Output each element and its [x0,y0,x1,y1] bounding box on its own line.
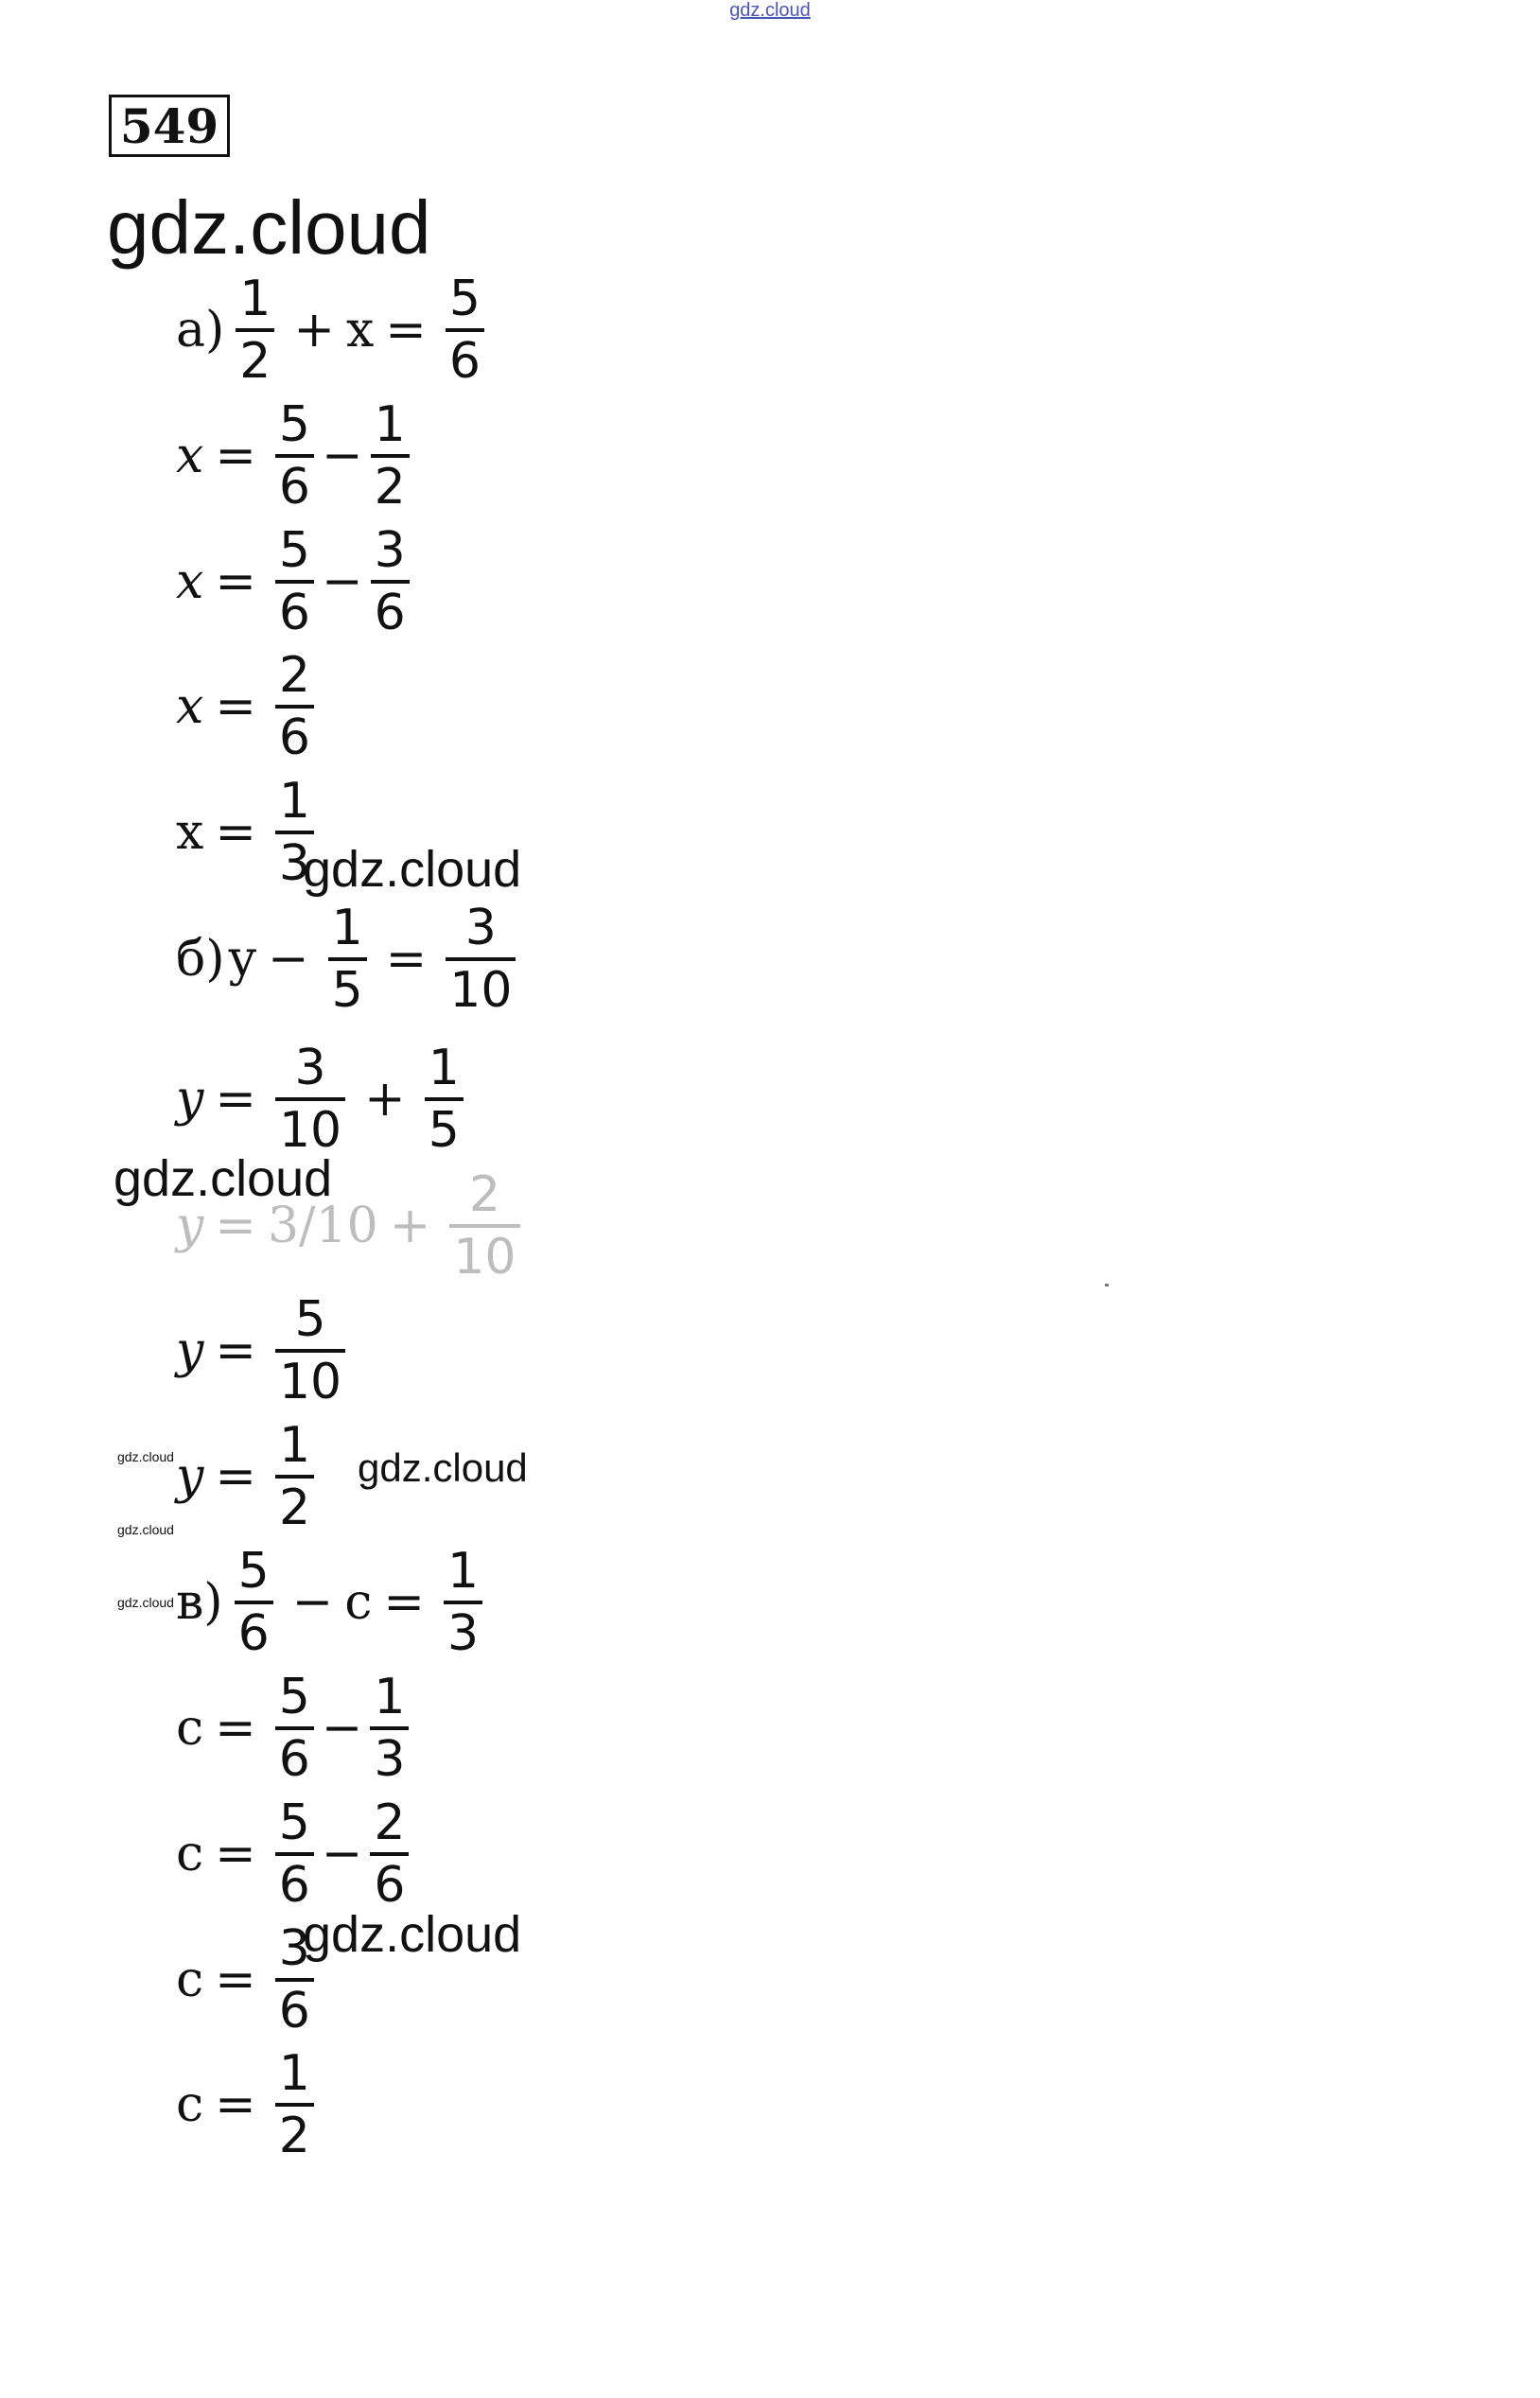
part-b-line-5 [176,1416,322,1538]
part-a-line-1 [176,270,492,392]
fraction: $\frac{1}{2}$ [236,270,274,392]
equals-sign: = [215,428,256,485]
part-b-line-4 [176,1290,353,1412]
operator: − [321,1826,363,1883]
variable: c [176,2076,204,2134]
equals-sign: = [215,2076,256,2134]
watermark: gdz.cloud [114,1150,333,1207]
variable: y [228,931,256,989]
watermark-tiny: gdz.cloud [117,1449,174,1464]
fraction: $\frac{5}{6}$ [235,1542,273,1664]
equals-sign: = [215,1448,256,1506]
fraction: $\frac{5}{6}$ [275,521,314,643]
fraction: $\frac{5}{6}$ [275,395,314,517]
operator: − [291,1574,334,1632]
part-c-label: в) [176,1574,223,1632]
watermark-tiny: gdz.cloud [117,1595,174,1610]
equals-sign: = [215,1952,256,2009]
fraction: $\frac{3}{10}$ [446,899,516,1021]
variable: c [176,1952,204,2009]
part-a-label: а) [176,302,225,359]
fraction: $\frac{2}{6}$ [370,1794,409,1916]
variable: x [176,804,204,862]
equals-sign: = [215,1322,256,1380]
part-c-line-1 [176,1542,490,1664]
equals-sign: = [385,931,428,989]
fraction: $\frac{1}{3}$ [275,772,314,894]
fraction: $\frac{5}{6}$ [446,270,484,392]
fraction: $\frac{1}{5}$ [425,1039,464,1161]
operator: + [364,1071,406,1129]
part-a-line-3 [176,521,417,643]
fraction: $\frac{1}{2}$ [275,1416,314,1538]
operator: − [322,553,363,611]
operator: − [267,931,309,989]
operator: − [322,428,363,485]
fraction: $\frac{1}{3}$ [370,1668,409,1790]
equals-sign: = [215,1071,256,1129]
part-c-line-3 [176,1794,416,1916]
scan-speck [1105,1284,1109,1287]
equals-sign: = [215,1198,256,1255]
fraction: $\frac{1}{5}$ [328,899,367,1021]
equals-sign: = [215,804,256,862]
inline-fraction: 3/10 [267,1198,378,1255]
watermark: gdz.cloud [303,841,522,898]
part-b-line-1 [176,899,523,1021]
task-number-box [109,95,230,157]
operator: + [293,302,335,359]
variable: y [176,1448,204,1506]
equals-sign: = [215,553,256,611]
variable: y [176,1322,204,1380]
fraction: $\frac{2}{6}$ [275,646,314,768]
variable: x [176,428,204,485]
watermark: gdz.cloud [303,1906,522,1963]
part-c-line-2 [176,1668,416,1790]
watermark-tiny: gdz.cloud [117,1522,174,1537]
part-b-label: б) [176,931,225,989]
fraction: $\frac{2}{10}$ [449,1165,519,1287]
variable: c [344,1574,373,1632]
part-b-line-2 [176,1039,471,1161]
fraction: $\frac{1}{3}$ [444,1542,482,1664]
part-a-line-4 [176,646,322,768]
top-watermark: gdz.cloud [729,0,811,21]
variable: y [176,1071,204,1129]
variable: x [345,302,375,359]
part-a-line-5 [176,772,322,894]
equals-sign: = [385,302,427,359]
fraction: $\frac{3}{6}$ [371,521,410,643]
part-c-line-5 [176,2044,322,2166]
operator: − [321,1700,363,1758]
part-a-line-2 [176,395,417,517]
fraction: $\frac{5}{6}$ [275,1794,314,1916]
variable: c [176,1826,204,1883]
equals-sign: = [383,1574,425,1632]
variable: x [176,678,204,736]
fraction: $\frac{5}{10}$ [275,1290,345,1412]
operator: + [389,1198,431,1255]
variable: x [176,553,204,611]
fraction: $\frac{3}{10}$ [275,1039,345,1161]
equals-sign: = [215,1700,256,1758]
fraction: $\frac{5}{6}$ [275,1668,314,1790]
variable: c [176,1700,204,1758]
equals-sign: = [215,678,256,736]
fraction: $\frac{1}{2}$ [371,395,410,517]
fraction: $\frac{1}{2}$ [275,2044,314,2166]
fraction: $\frac{3}{6}$ [275,1919,314,2041]
part-c-line-4 [176,1919,322,2041]
variable: y [176,1198,204,1255]
task-number: 549 [119,97,219,154]
watermark: gdz.cloud [358,1445,528,1490]
equals-sign: = [215,1826,256,1883]
header-watermark: gdz.cloud [107,185,431,270]
